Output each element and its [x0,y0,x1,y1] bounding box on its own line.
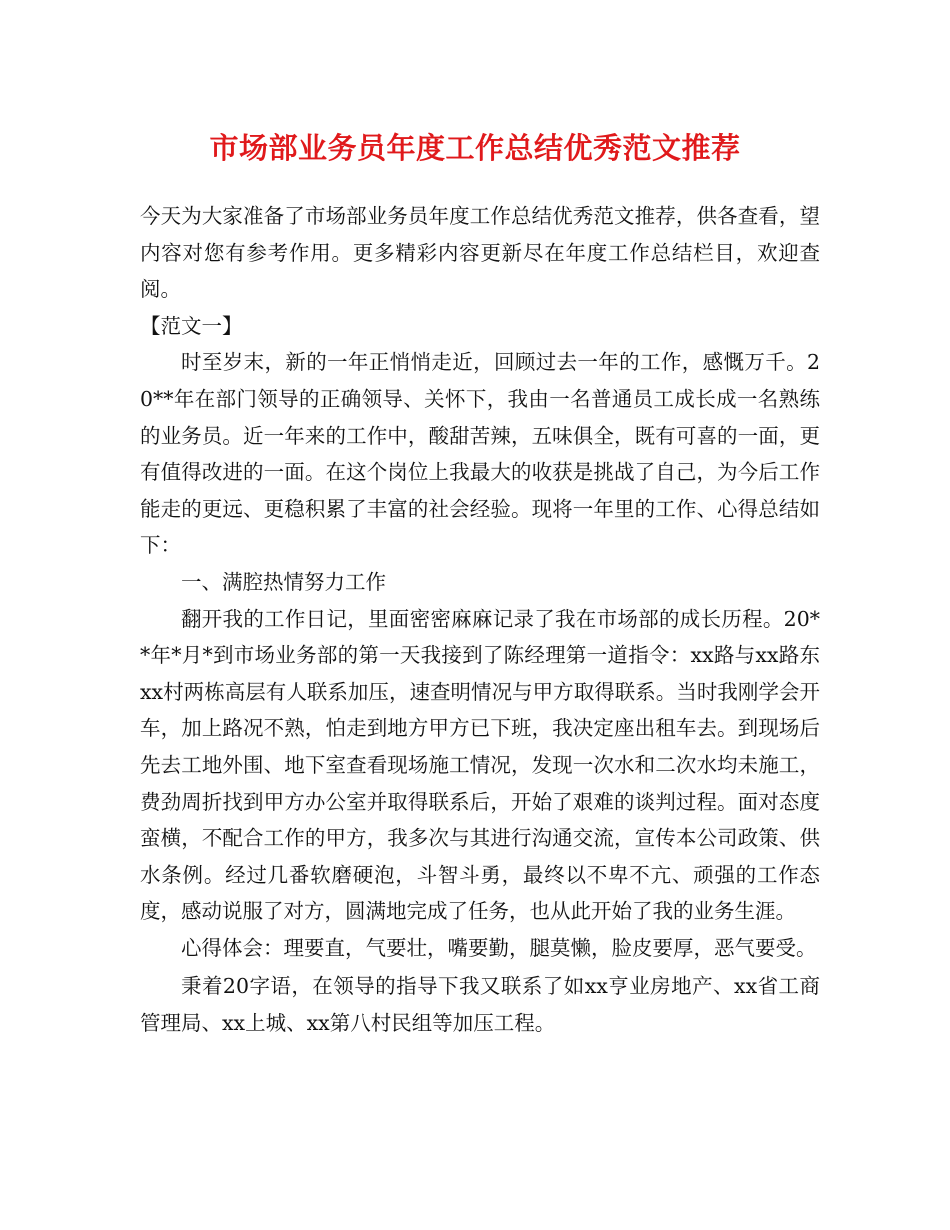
paragraph-2: 翻开我的工作日记，里面密密麻麻记录了我在市场部的成长历程。20**年*月*到市场业务部的第一天我接到了陈经理第一道指令：xx路与xx路东xx村两栋高层有人联系加压，速查明情况与甲方取得联系。当时我刚学会开车，加上路况不熟，怕走到地方甲方已下班，我决定座出租车去。到现场后先去工地外围、地下室查看现场施工情况，发现一次水和二次水均未施工，费劲周折找到甲方办公室并取得联系后，开始了艰难的谈判过程。面对态度蛮横，不配合工作的甲方，我多次与其进行沟通交流，宣传本公司政策、供水条例。经过几番软磨硬泡，斗智斗勇，最终以不卑不亢、顽强的工作态度，感动说服了对方，圆满地完成了任务，也从此开始了我的业务生涯。 [140,606,820,924]
paragraph-3: 心得体会：理要直，气要壮，嘴要勤，腿莫懒，脸皮要厚，恶气要受。 [181,935,817,960]
document-body [140,198,820,1042]
paragraph-4: 秉着20字语，在领导的指导下我又联系了如xx亨业房地产、xx省工商管理局、xx上城、xx第八村民组等加压工程。 [140,974,820,1036]
document-title: 市场部业务员年度工作总结优秀范文推荐 [209,131,741,165]
intro-paragraph: 今天为大家准备了市场部业务员年度工作总结优秀范文推荐，供各查看，望内容对您有参考作用。更多精彩内容更新尽在年度工作总结栏目，欢迎查阅。 [140,204,820,302]
paragraph-1: 时至岁末，新的一年正悄悄走近，回顾过去一年的工作，感慨万千。20**年在部门领导的正确领导、关怀下，我由一名普通员工成长成一名熟练的业务员。近一年来的工作中，酸甜苦辣，五味俱全，既有可喜的一面，更有值得改进的一面。在这个岗位上我最大的收获是挑战了自己，为今后工作能走的更远、更稳积累了丰富的社会经验。现将一年里的工作、心得总结如下： [140,350,820,558]
section-heading: 一、满腔热情努力工作 [181,569,386,594]
section-marker: 【范文一】 [140,313,243,338]
